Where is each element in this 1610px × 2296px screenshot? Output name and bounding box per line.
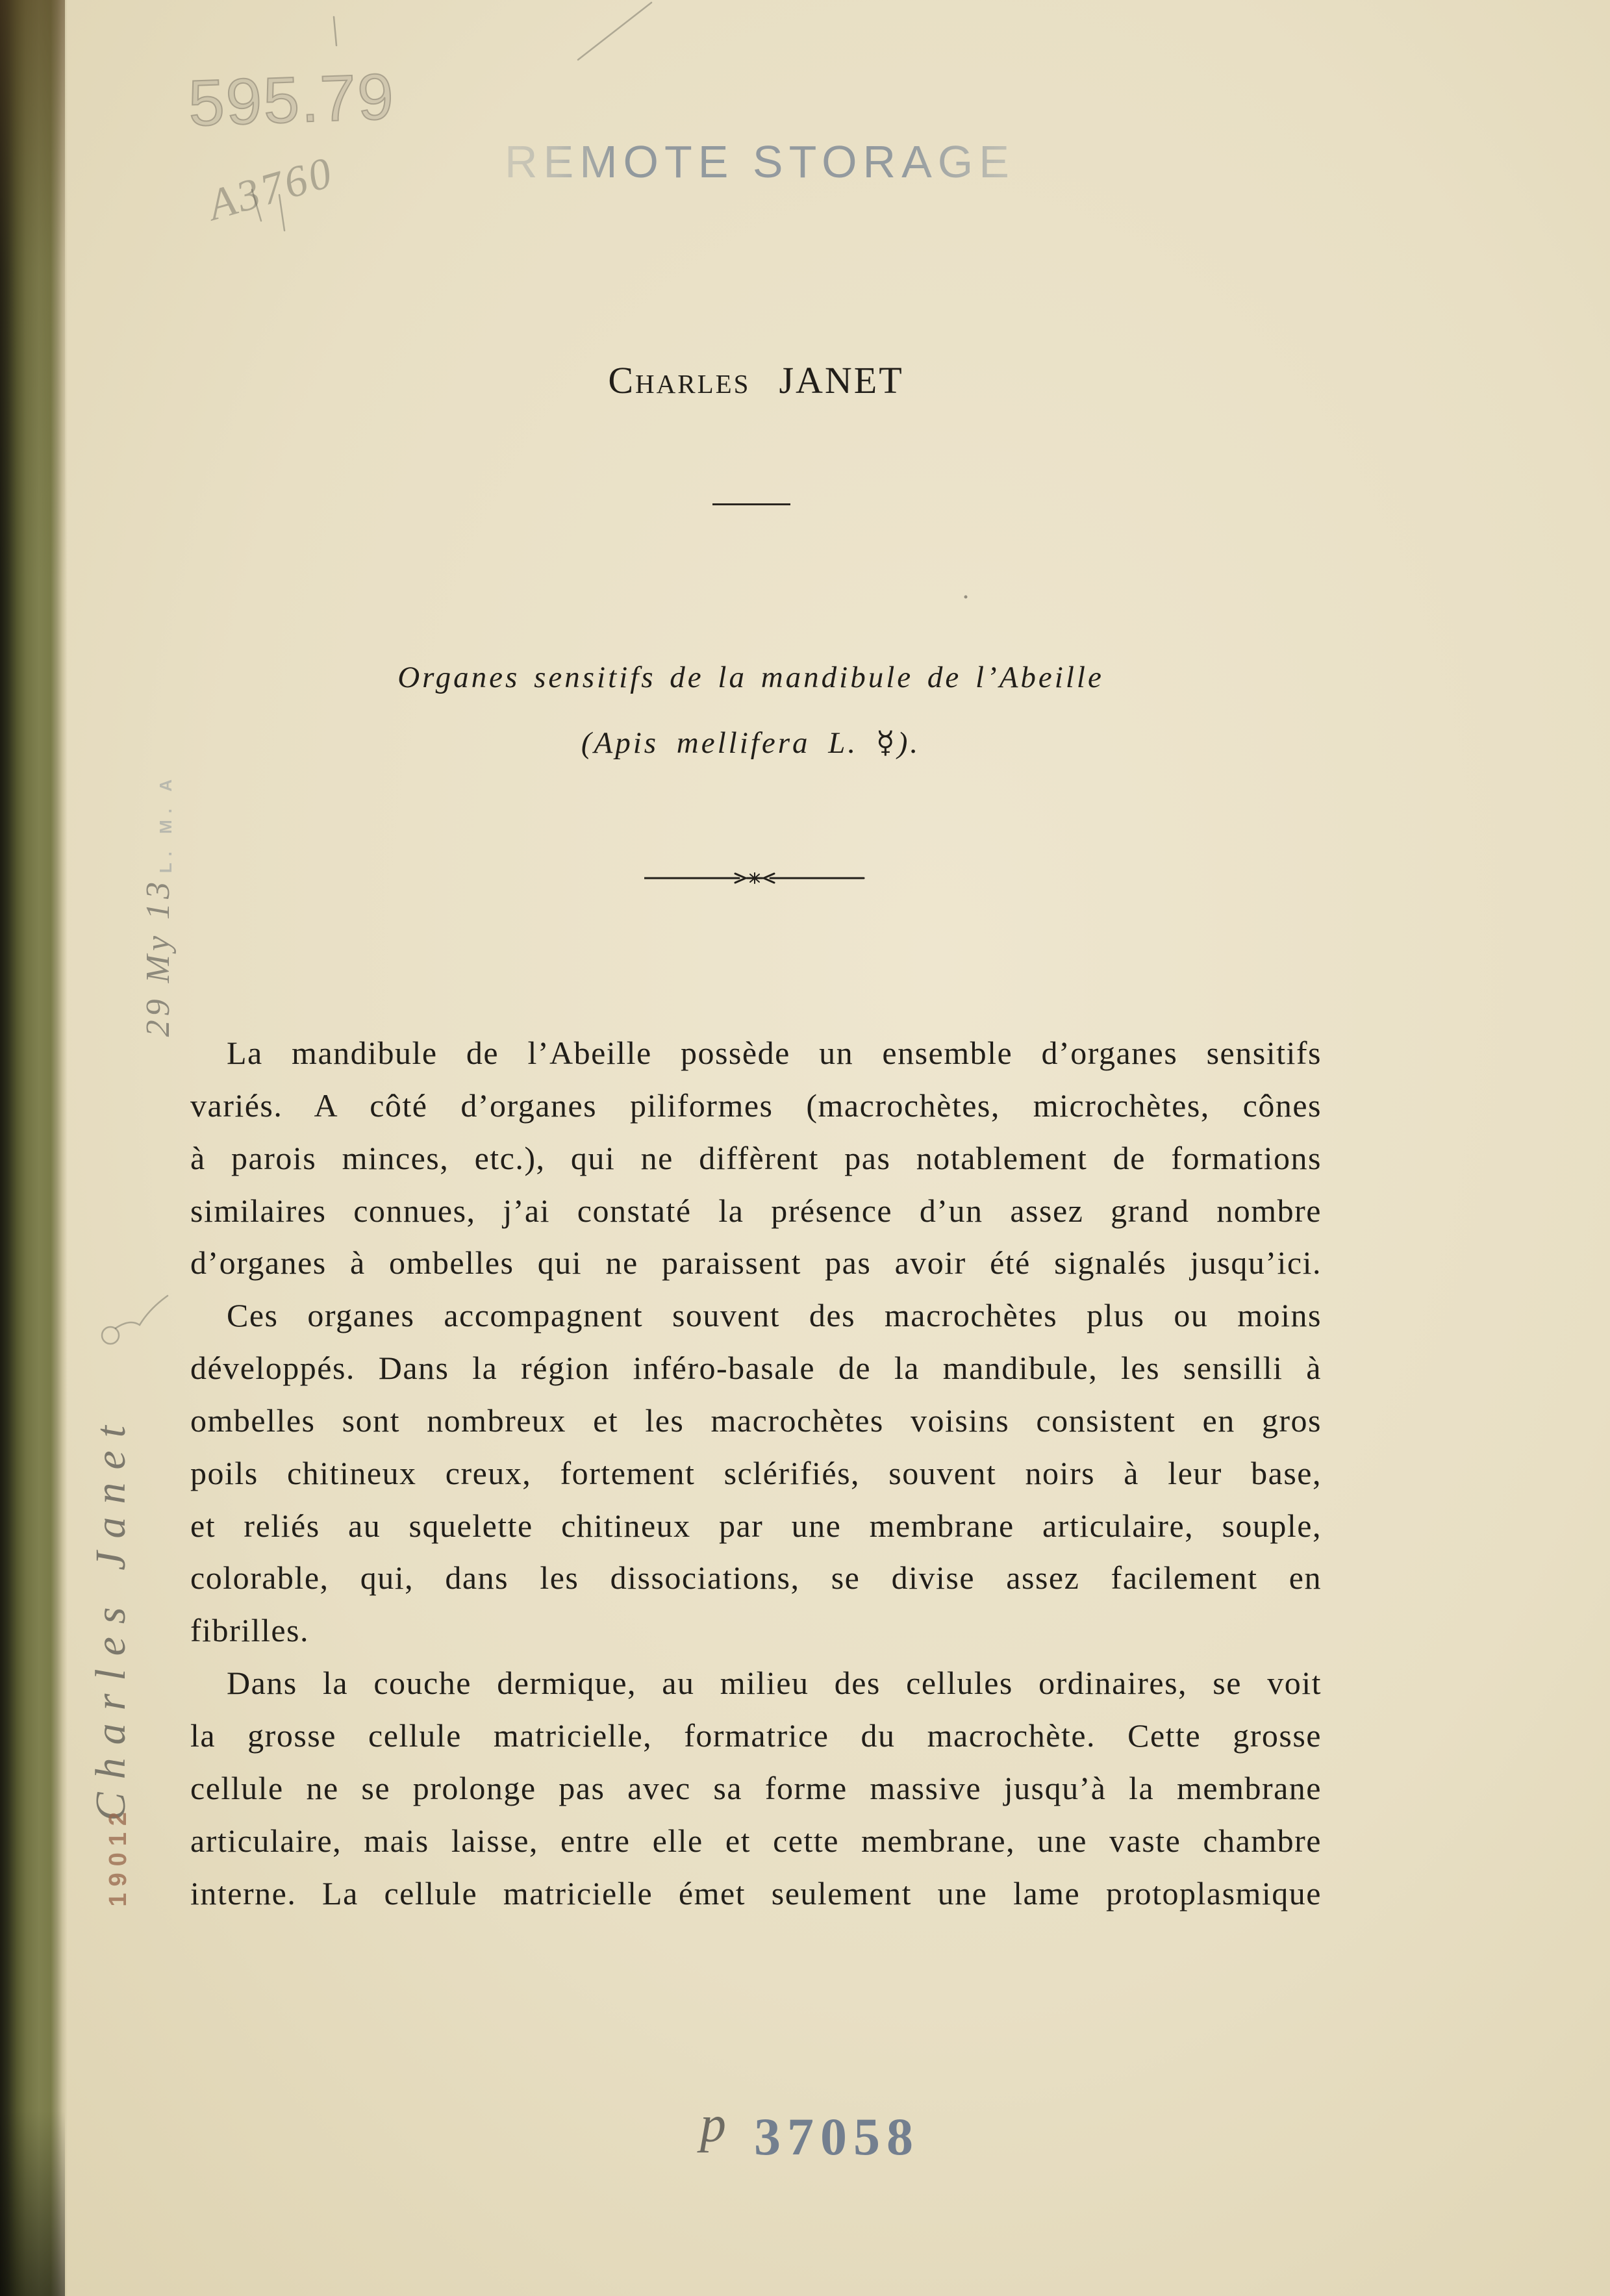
text-line: ombelles sont nombreux et les macrochètes voisins consistent en gros (190, 1402, 1322, 1439)
margin-date-note: 29 My 13 (140, 878, 177, 1037)
margin-check-mark (116, 1296, 168, 1328)
text-line: colorable, qui, dans les dissociations, se divise assez facilement en (190, 1559, 1322, 1596)
text-line: La mandibule de l’Abeille possède un ensemble d’organes sensitifs (227, 1035, 1322, 1071)
text-line: et reliés au squelette chitineux par une membrane articulaire, souple, (190, 1507, 1322, 1544)
text-line: cellule ne se prolonge pas avec sa forme massive jusqu’à la membrane (190, 1769, 1322, 1806)
author-name (190, 358, 1322, 403)
binding-shadow (0, 0, 65, 2296)
stray-dot (964, 596, 968, 599)
margin-author-note: Charles Janet (87, 1413, 134, 1821)
article-subtitle: (Apis mellifera L. ☿). (581, 726, 921, 760)
top-diagonal-stroke (578, 3, 651, 60)
text-line: d’organes à ombelles qui ne paraissent pas avoir été signalés jusqu’ici. (190, 1244, 1322, 1281)
paragraph (190, 1027, 1322, 1289)
text-line: variés. A côté d’organes piliformes (macrochètes, microchètes, cônes (190, 1087, 1322, 1124)
margin-number-stamp: 19012 (105, 1806, 132, 1907)
remote-storage-stamp: REMOTE STORAGE (505, 136, 1015, 187)
accession-number-stamp: 37058 (754, 2107, 920, 2166)
text-line: fibrilles. (190, 1612, 310, 1649)
paragraph (190, 1657, 1322, 1919)
handwritten-accession-number: A3760 (202, 147, 340, 230)
accession-prefix: p (700, 2096, 726, 2153)
shelf-number-stamp: 595.79 (187, 60, 396, 140)
text-line: à parois minces, etc.), qui ne diffèrent pas notablement de formations (190, 1139, 1322, 1176)
text-line: Ces organes accompagnent souvent des macrochètes plus ou moins (227, 1297, 1322, 1334)
top-tick-stroke (334, 17, 336, 45)
article-title: Organes sensitifs de la mandibule de l’Abeille (397, 661, 1104, 694)
text-line: développés. Dans la région inféro-basale de la mandibule, les sensilli à (190, 1350, 1322, 1387)
ornamental-rule (644, 870, 865, 886)
margin-lma-stamp: L. M. A (156, 773, 175, 874)
text-line: interne. La cellule matricielle émet seulement une lame protoplasmique (190, 1874, 1322, 1911)
text-line: similaires connues, j’ai constaté la présence d’un assez grand nombre (190, 1192, 1322, 1229)
text-line: poils chitineux creux, fortement sclérifiés, souvent noirs à leur base, (190, 1454, 1322, 1491)
author-last-name: JANET (779, 359, 904, 401)
author-first-name: Charles (608, 359, 751, 401)
text-line: la grosse cellule matricielle, formatrice du macrochète. Cette grosse (190, 1717, 1322, 1754)
text-line: Dans la couche dermique, au milieu des cellules ordinaires, se voit (227, 1665, 1322, 1702)
header-rule (712, 503, 790, 505)
text-line: articulaire, mais laisse, entre elle et cette membrane, une vaste chambre (190, 1822, 1322, 1859)
article-body (190, 1027, 1322, 1919)
margin-circle-mark (102, 1327, 119, 1344)
paragraph (190, 1289, 1322, 1657)
